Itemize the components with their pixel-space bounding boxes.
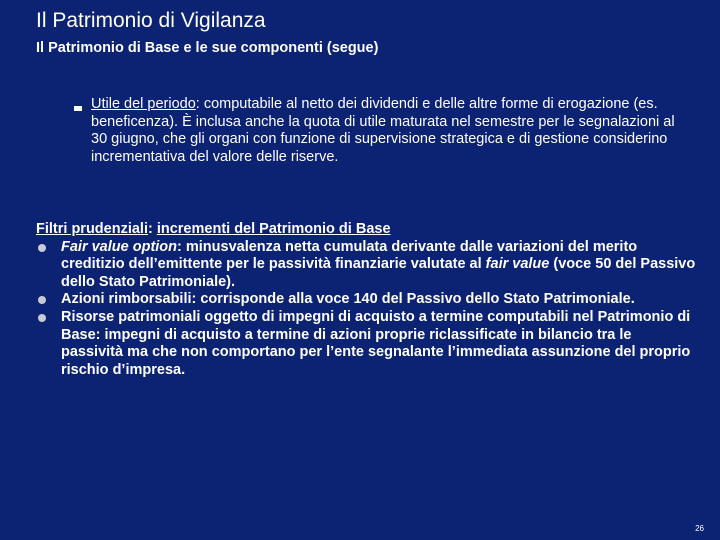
- page-number: 26: [695, 524, 704, 533]
- item-text: Risorse patrimoniali oggetto di impegni di acquisto a termine computabili nel Patrimonio di Base: impegni di acquisto a termine di azioni proprie riclassificate in bilancio tra le passività ma che non comportano per l’ente segnalante l’immediata assunzione del proprio rischio d’impresa.: [61, 308, 691, 378]
- list-item-azioni-rimborsabili: [36, 291, 696, 309]
- item-text: : minusvalenza netta cumulata derivante dalle variazioni del merito creditizio dell’emittente per le passività finanziarie valutate al: [61, 238, 638, 273]
- item-text-end: (voce 50 del Passivo dello Stato Patrimoniale).: [61, 256, 696, 290]
- item-text: Azioni rimborsabili: corrisponde alla voce 140 del Passivo dello Stato Patrimoniale.: [61, 291, 635, 308]
- filters-heading-rest: incrementi del Patrimonio di Base: [156, 221, 391, 237]
- list-item-fair-value-option: [36, 239, 696, 292]
- filters-heading-sep: :: [147, 221, 157, 237]
- filters-heading: [36, 221, 696, 239]
- item-term-fair-value: fair value: [485, 256, 550, 273]
- intro-paragraph: [74, 96, 689, 166]
- item-term: Fair value option: [61, 238, 178, 255]
- list-item-risorse-patrimoniali: [36, 309, 696, 379]
- bullet-dot-icon: [38, 314, 46, 322]
- filters-heading-term: Filtri prudenziali: [36, 221, 148, 237]
- filters-section: [36, 221, 696, 379]
- intro-term: Utile del periodo: [91, 96, 196, 112]
- intro-text: [91, 96, 689, 166]
- dash-bullet-icon: [74, 106, 82, 111]
- bullet-dot-icon: [38, 244, 46, 252]
- intro-body: : computabile al netto dei dividendi e delle altre forme di erogazione (es. beneficenza). È inclusa anche la quota di utile maturata nel semestre per le segnalazioni al 30 giugno, che gli organi con funzione di supervisione strategica e di gestione considerino incrementativa del valore delle riserve.: [91, 96, 675, 165]
- slide-subtitle: Il Patrimonio di Base e le sue componenti (segue): [36, 40, 379, 56]
- bullet-dot-icon: [38, 296, 46, 304]
- slide-title: Il Patrimonio di Vigilanza: [36, 9, 266, 32]
